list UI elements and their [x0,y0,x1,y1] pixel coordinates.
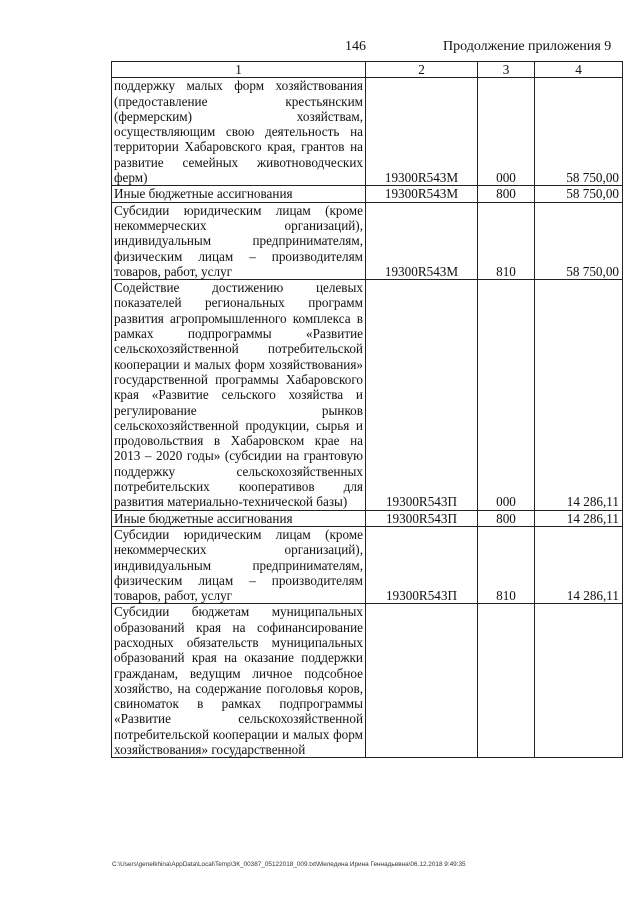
row-target-code: 19300R543M [366,202,478,279]
row-amount: 14 286,11 [535,526,623,603]
row-expense-type: 810 [478,202,535,279]
row-amount: 58 750,00 [535,78,623,186]
budget-table [111,61,623,758]
table-row [112,526,623,603]
row-target-code [366,604,478,758]
table-row [112,202,623,279]
table-row [112,510,623,526]
row-name: Иные бюджетные ассигнования [112,186,366,202]
column-number-1: 1 [112,62,366,78]
column-number-2: 2 [366,62,478,78]
row-expense-type: 000 [478,280,535,510]
row-amount: 14 286,11 [535,280,623,510]
row-expense-type: 000 [478,78,535,186]
row-target-code: 19300R543П [366,510,478,526]
column-number-3: 3 [478,62,535,78]
row-name: Субсидии юридическим лицам (кроме некоммерческих организаций), индивидуальным предпринимателям, физическим лицам – производителям товаров, работ, услуг [112,526,366,603]
row-name: Содействие достижению целевых показателей региональных программ развития агропромышленного комплекса в рамках подпрограммы «Развитие сельскохозяйственной потребительской кооперации и малых форм хозяйствования» государственной программы Хабаровского края «Развитие сельского хозяйства и регулирование рынков сельскохозяйственной продукции, сырья и продовольствия в Хабаровском крае на 2013 – 2020 годы» (субсидии на грантовую поддержку сельскохозяйственных потребительских кооперативов для развития материально-технической базы) [112,280,366,510]
row-expense-type [478,604,535,758]
row-target-code: 19300R543П [366,280,478,510]
table-row [112,186,623,202]
row-name: Субсидии юридическим лицам (кроме некоммерческих организаций), индивидуальным предпринимателям, физическим лицам – производителям товаров, работ, услуг [112,202,366,279]
row-expense-type: 800 [478,510,535,526]
column-number-4: 4 [535,62,623,78]
row-name: Иные бюджетные ассигнования [112,510,366,526]
row-amount: 14 286,11 [535,510,623,526]
row-amount [535,604,623,758]
table-row [112,280,623,510]
row-expense-type: 810 [478,526,535,603]
row-expense-type: 800 [478,186,535,202]
file-path-footer: C:\Users\genelkhina\AppData\Local\Temp\ЗК_00387_05122018_009.txt\Меледина Ирина Геннадьевна\06.12.2018 9:49:35 [112,861,466,868]
row-name: Субсидии бюджетам муниципальных образований края на софинансирование расходных обязательств муниципальных образований края на оказание поддержки гражданам, ведущим личное подсобное хозяйство, на содержание поголовья коров, свиноматок в рамках подпрограммы «Развитие сельскохозяйственной потребительской кооперации и малых форм хозяйствования» государственной [112,604,366,758]
row-target-code: 19300R543П [366,526,478,603]
row-amount: 58 750,00 [535,202,623,279]
row-target-code: 19300R543M [366,186,478,202]
table-row [112,604,623,758]
table-row [112,78,623,186]
table-header-row [112,62,623,78]
page-number: 146 [345,39,366,54]
row-amount: 58 750,00 [535,186,623,202]
appendix-continuation-title: Продолжение приложения 9 [443,39,612,54]
row-target-code: 19300R543M [366,78,478,186]
row-name: поддержку малых форм хозяйствования (предоставление крестьянским (фермерским) хозяйствам, осуществляющим свою деятельность на территории Хабаровского края, грантов на развитие семейных животноводческих ферм) [112,78,366,186]
